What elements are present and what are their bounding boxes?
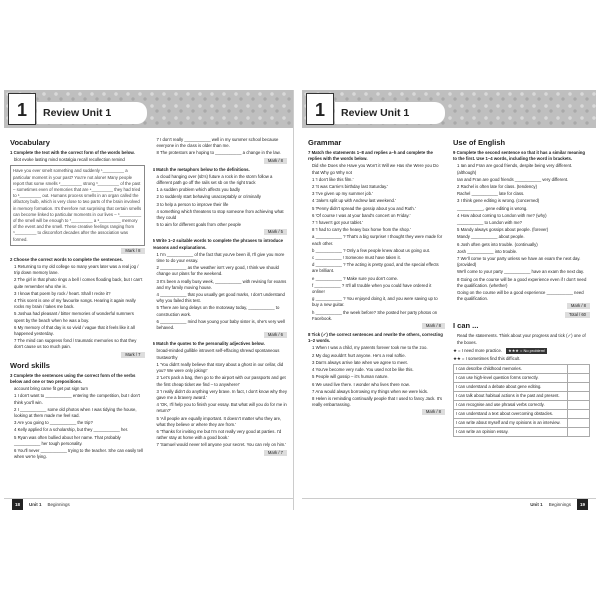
mark-box: Mark / 7 [264, 450, 287, 456]
tick-box[interactable] [568, 392, 590, 401]
list-item: 4 'Jake's split up with Andrew last weekend.' [312, 198, 396, 204]
page-title: Review Unit 1 [37, 102, 147, 124]
list-item: 8 The protestors are hoping to ___________ a change in the law. [156, 150, 281, 156]
list-item: 4 You've become very rude. You used not be like this. [312, 367, 414, 373]
task-instruction: 7 Match the statements 1–8 and replies a–h and complete the replies with the words below. [308, 150, 433, 162]
footer-unit: Unit 1 [29, 502, 42, 507]
tick-box[interactable] [568, 428, 590, 437]
right-column-1 [308, 136, 445, 494]
table-row [454, 401, 590, 410]
task-instruction: 2 Choose the correct words to complete the sentences. [10, 256, 123, 262]
list-item: 6 You'll never ___________ trying to the teacher. She can easily tell when we're lying. [14, 447, 143, 460]
list-item: 7 'I haven't got your tablet.' [312, 220, 363, 226]
list-item: 3 I know that poem by rock / heart. Shall I recite it? [14, 290, 111, 296]
list-item: 8 'I had to carry the heavy box home from the shop.' [312, 227, 411, 233]
ican-statement: I can write about myself and my opinions in an interview. [454, 419, 568, 428]
ican-statement: I can write an opinion essay. [454, 428, 568, 437]
list-item: 4 'OK, I'll help you to finish your essay. But what will you do for me in return?' [156, 402, 287, 414]
tick-box[interactable] [568, 401, 590, 410]
section-title: Grammar [308, 138, 342, 147]
list-item: 5 'All people are equally important. It doesn't matter who they are, what they believe or where they are from.' [156, 415, 282, 427]
mark-box: Mark / 8 [422, 323, 445, 329]
tick-box[interactable] [568, 419, 590, 428]
table-row [454, 383, 590, 392]
list-item: Josh ___________ into trouble. [457, 248, 518, 254]
legend-two-stars: ★★ = I sometimes find this difficult. [453, 356, 521, 362]
list-item: 5 Mandy always gossips about people. (forever) [457, 227, 549, 233]
list-item: 7 'Samuel would never tell anyone your secret. You can rely on him.' [156, 442, 287, 448]
left-column-1 [10, 136, 145, 494]
list-item: 1 Returning to my old college so many years later was a real jog / trip down memory lane. [14, 264, 139, 276]
ican-table [453, 364, 590, 437]
mark-box: Mark / 8 [422, 409, 445, 415]
mark-box: Mark / 7 [121, 352, 144, 358]
footer-title: Beginnings [47, 502, 70, 507]
list-item: 5 People will gossip – it's human nature. [312, 374, 389, 380]
mark-box: Mark / 8 [121, 248, 144, 254]
right-column-2 [453, 136, 590, 494]
list-item: 3 'I've given up my summer job.' [312, 191, 373, 197]
legend-three-stars: ★★★ = No problem! [508, 347, 546, 353]
list-item: 6 'Of course I was at your band's concert on Friday.' [312, 212, 411, 218]
table-row [454, 410, 590, 419]
total-box: Total / 60 [565, 312, 590, 318]
page-footer [302, 498, 596, 510]
mark-box: Mark / 6 [264, 332, 287, 338]
table-row [454, 419, 590, 428]
table-row [454, 374, 590, 383]
list-item: 4 something which threatens to stop someone from achieving what they could [156, 208, 284, 221]
table-row [454, 392, 590, 401]
list-item: 7 Ana would always borrowing my things when we were kids. [312, 388, 429, 394]
reply-item: h ___________ the week before? She posted her party photos on Facebook. [312, 309, 438, 321]
word-bank: broad-minded gullible introvert self-effacing shrewd spontaneous trustworthy [156, 348, 280, 360]
list-item: 5 'Penny didn't spread the gossip about you and Ruth.' [312, 205, 416, 211]
list-item: 5 to aim for different goals from other people [156, 222, 241, 228]
page-title: Review Unit 1 [335, 102, 445, 124]
list-item: Mandy ___________ about people. [457, 234, 525, 240]
list-item: 6 My memory of that day is so vivid / vague that it feels like it all happened yesterday. [14, 324, 135, 337]
reply-item: d ___________ ? The acting is pretty good, and the special effects are brilliant. [312, 262, 439, 274]
right-page [302, 90, 596, 510]
section-title: Vocabulary [10, 138, 50, 147]
list-item: 2 ___________ as the weather isn't very good, I think we should change our plans for the weekend. [156, 265, 279, 277]
mark-box: Mark / 8 [264, 158, 287, 164]
list-item: 5 Ryan was often bullied about her name. That probably ___________ her tough personality. [14, 434, 121, 446]
footer-unit: Unit 1 [530, 502, 543, 507]
list-item: 1 a sudden problem which affects you badly [156, 187, 241, 193]
task-instruction: 9 Complete the second sentence so that it has a similar meaning to the first. Use 1–4 words, including the word in brackets. [453, 150, 586, 162]
list-item: ___________, gene editing is wrong. [457, 205, 528, 211]
list-item: 3 'I really didn't do anything very brave. In fact, I don't know why they gave me a bravery award.' [156, 388, 287, 400]
list-item: 8 Helen is reminding continually people that I used to fancy Jack. It's really embarrassing. [312, 395, 443, 408]
reply-item: c ___________ ! Someone must have taken it. [312, 255, 401, 261]
task-instruction: 4 Match the metaphors below to the definitions. [152, 166, 250, 172]
list-item: Going on the course will be a good experience ___________ need the qualification. [457, 290, 584, 302]
left-page [4, 90, 294, 510]
reply-item: e ___________ ? Make sure you don't come. [312, 275, 399, 281]
word-bank: blot evoke lasting mind nostalgia recall recollection remind [14, 157, 125, 163]
reply-item: f ___________ ? It'll all trouble when you could have ordered it online! [312, 282, 432, 295]
word-bank: a cloud hanging over (sb's) future a rock in the storm follow a different path go off the rails set sb on the right track [156, 173, 273, 186]
list-item: 7 I don't really ___________ well in my summer school because everyone in the class is older than me. [156, 137, 279, 149]
mark-box: Mark / 8 [567, 303, 590, 309]
list-item: 3 to help a person to improve their life [156, 201, 229, 207]
list-item: 1 I'm ___________ of the fact that you've been ill, I'll give you more time to do your essay. [156, 251, 285, 264]
footer-title: Beginnings [548, 502, 571, 507]
section-title: Word skills [10, 360, 50, 370]
list-item: 3 Are you going to ___________ the trip? [14, 420, 93, 426]
reply-item: a ___________ ? That's a big surprise! I thought they were made for each other. [312, 234, 443, 246]
list-item: 2 I ___________ some old photos when I was tidying the house, looking at them made me feel sad. [14, 406, 137, 418]
mark-box: Mark / 5 [264, 229, 287, 235]
page-footer [4, 498, 293, 510]
section-title: Use of English [453, 138, 506, 147]
ican-intro: Read the statements. Think about your progress and tick (✓) one of the boxes. [457, 333, 586, 345]
page-number: 18 [12, 499, 23, 510]
list-item: 4 Kelly applied for a scholarship, but they ___________ her. [14, 427, 129, 433]
list-item: Ian and Fran are good friends ___________ very different. [457, 176, 569, 182]
list-item: 6 ___________ mind how young your baby sister is, she's very well behaved. [156, 318, 285, 331]
tick-box[interactable] [568, 365, 590, 374]
reply-item: g ___________ ? You enjoyed doing it, and you were saving up to buy a new guitar. [312, 296, 438, 308]
list-item: 3 Dan's always arrive late when we agree to meet. [312, 359, 408, 365]
reply-item: b ___________ ? Only a few people knew about us going out. [312, 247, 431, 253]
task-instruction: 5 Write 1–2 suitable words to complete the phrases to introduce reasons and explanations. [152, 238, 284, 250]
list-item: 2 to suddenly start behaving unacceptably or criminally [156, 194, 261, 200]
task-instruction: 3 Complete the sentences using the correct form of the verbs below and one or two prepositions. [10, 372, 136, 384]
ican-statement: I can use high-level question forms correctly. [454, 374, 568, 383]
ican-statement: I can recognise and use phrasal verbs correctly. [454, 401, 568, 410]
list-item: 1 'You didn't really believe that story about a ghost in our cellar, did you? We were only joking!' [156, 361, 284, 374]
ican-statement: I can understand a text about overcoming obstacles. [454, 410, 568, 419]
table-row [454, 365, 590, 374]
ican-statement: I can talk about habitual actions in the past and present. [454, 392, 568, 401]
list-item: 3 I think gene editing is wrong. (concerned) [457, 198, 540, 204]
unit-number: 1 [8, 93, 36, 125]
list-item: 6 Josh often gets into trouble. (continually) [457, 241, 538, 247]
list-item: 4 How about coming to London with me? (why) [457, 212, 547, 218]
left-column-2 [153, 136, 288, 494]
list-item: We'll come to your party ___________ have an exam the next day. [457, 269, 585, 275]
list-item: 5 Joshua had pleasant / bitter memories of wonderful summers spent by the beach when he was a boy. [14, 311, 134, 323]
word-bank: Did she Does she Have you Won't it Will we Has she Were you Do that Why go Why not [312, 163, 439, 175]
list-item: 1 When I was a child, my parents forever took me to the zoo. [312, 345, 428, 351]
unit-number: 1 [306, 93, 334, 125]
tick-box[interactable] [568, 383, 590, 392]
ican-statement: I can understand a debate about gene editing. [454, 383, 568, 392]
list-item: 6 'Thanks for inviting me but I'm not really very good at parties. I'd rather stay at home with a good book.' [156, 428, 282, 441]
word-bank: account bring came fit get put sign turn [14, 386, 89, 392]
list-item: 7 The mind can suppress fond / traumatic memories so that they don't cause us too much pain. [14, 338, 137, 350]
section-title: I can ... [453, 321, 479, 331]
list-item: 2 'Let's pack a bag, then go to the airport with our passports and get the first cheap ticket we find – to anywhere!' [156, 375, 286, 387]
list-item: 8 Going on the course will be a good experience even if I don't need the qualification. (whether) [457, 276, 587, 288]
list-item: 6 We used live there. I wonder who lives there now. [312, 381, 410, 387]
reading-text-box: Have you ever smelt something and suddenly ¹_________ a particular moment in your past? You're not alone! Many people report that some smells ²_________ strong ³_________ of the past – sometimes even of memories that are ⁴_________ they had tried to ⁵_________ out. Humans process smells in an organ called the olfactory bulb, which is very close to two parts of the brain involved in memory formation. It's therefore not surprising that certain smells can become linked to particular moments in our lives – ⁶_________ of the smell will be enough to ⁷_________ a ⁸_________ memory of the event and the smell. These creative feelings ranging from ⁹_________ to discomfort decades after the association was formed. [10, 165, 145, 245]
list-item: 1 'I don't like this film.' [312, 176, 354, 182]
tick-box[interactable] [568, 374, 590, 383]
list-item: 4 ___________ that you usually get good marks, I don't understand why you failed this test. [156, 292, 285, 304]
list-item: 2 'It was Carrie's birthday last Saturday.' [312, 184, 388, 190]
list-item: 2 My dog wouldn't hurt anyone. He's a real softie. [312, 352, 406, 358]
list-item: 7 We'll come to your party unless we have an exam the next day. (provided) [457, 256, 581, 268]
list-item: 4 This scent is one of my favourite songs. Hearing it again really rocks my brain / takes me back. [14, 298, 136, 310]
ican-statement: I can describe childhood memories. [454, 365, 568, 374]
list-item: 3 It's been a really busy week, ___________ with revising for exams and my family moving house. [156, 278, 287, 290]
page-number: 19 [577, 499, 588, 510]
task-instruction: 1 Complete the text with the correct form of the words below. [10, 150, 135, 155]
list-item: 2 Rachel is often late for class. (tendency) [457, 184, 538, 190]
tick-box[interactable] [568, 410, 590, 419]
list-item: 2 The girl in that photo rings a bell / comes flooding back, but I can't quite remember who she is. [14, 277, 143, 289]
list-item: 1 I don't want to ___________ entering the competition, but I don't think you'll win. [14, 393, 140, 405]
table-row [454, 428, 590, 437]
task-instruction: 8 Tick (✓) the correct sentences and rewrite the others, correcting 1–2 words. [308, 332, 443, 344]
task-instruction: 6 Match the quotes to the personality adjectives below. [152, 341, 265, 347]
list-item: 5 There are long delays on the motorway today, ___________ to construction work. [156, 305, 280, 317]
legend-one-star: ★ = I need more practice. [453, 347, 503, 353]
list-item: ___________ to London with me? [457, 220, 522, 226]
list-item: 1 Ian and Fran are good friends, despite being very different. (although) [457, 163, 573, 175]
list-item: Rachel ___________ late for class. [457, 191, 525, 197]
